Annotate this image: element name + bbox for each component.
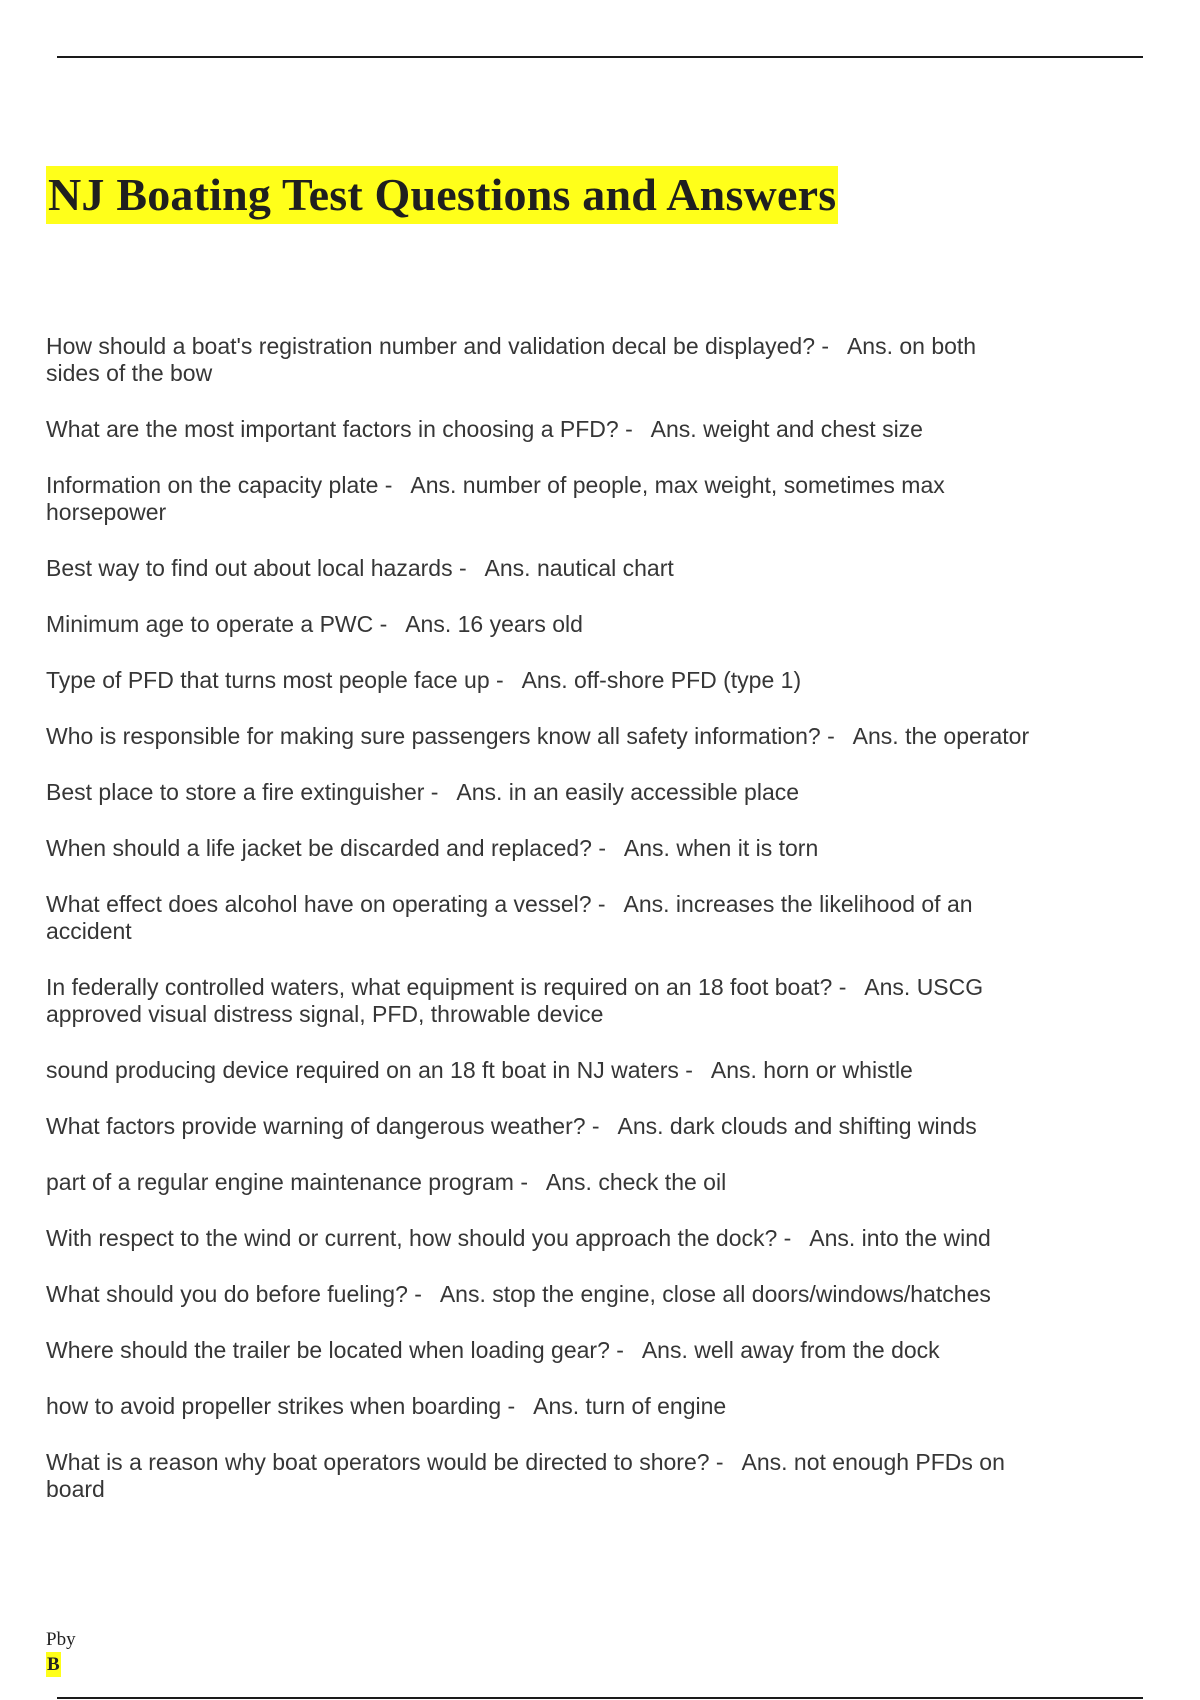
answer-text: Ans. the operator [852,723,1030,749]
question-text: Type of PFD that turns most people face up - [46,667,504,693]
question-text: sound producing device required on an 18 ft boat in NJ waters - [46,1057,693,1083]
qa-item [46,416,1036,443]
qa-item [46,555,1036,582]
question-text: Best place to store a fire extinguisher - [46,779,439,805]
qa-item [46,723,1036,750]
title-block [46,166,838,224]
qa-item [46,333,1036,387]
footer-line-2: B [47,1654,60,1675]
question-text: What is a reason why boat operators would be directed to shore? - [46,1449,724,1475]
top-rule [57,56,1143,58]
qa-item [46,835,1036,862]
question-text: What factors provide warning of dangerous weather? - [46,1113,600,1139]
answer-text: Ans. dark clouds and shifting winds [617,1113,977,1139]
footer-line-1: Pby [46,1629,76,1650]
answer-text: Ans. weight and chest size [650,416,923,442]
question-text: Best way to find out about local hazards - [46,555,467,581]
page-title: NJ Boating Test Questions and Answers [46,166,838,224]
answer-text: Ans. well away from the dock [641,1337,940,1363]
question-text: What should you do before fueling? - [46,1281,422,1307]
qa-item [46,1225,1036,1252]
answer-text: Ans. turn of engine [533,1393,727,1419]
bottom-rule [57,1697,1143,1699]
answer-text: Ans. on both sides of the bow [46,333,977,386]
qa-item [46,1057,1036,1084]
answer-text: Ans. stop the engine, close all doors/windows/hatches [439,1281,991,1307]
answer-text: Ans. increases the likelihood of an accident [46,891,973,944]
qa-item [46,1281,1036,1308]
qa-item [46,779,1036,806]
qa-item [46,1449,1036,1503]
question-text: With respect to the wind or current, how should you approach the dock? - [46,1225,792,1251]
answer-text: Ans. nautical chart [484,555,674,581]
answer-text: Ans. not enough PFDs on board [46,1449,1005,1502]
question-text: When should a life jacket be discarded and replaced? - [46,835,607,861]
answer-text: Ans. when it is torn [623,835,819,861]
answer-text: Ans. in an easily accessible place [456,779,800,805]
qa-item [46,1337,1036,1364]
question-text: How should a boat's registration number and validation decal be displayed? - [46,333,830,359]
qa-item [46,891,1036,945]
answer-text: Ans. USCG approved visual distress signal, PFD, throwable device [46,974,984,1027]
question-text: Minimum age to operate a PWC - [46,611,388,637]
question-text: Who is responsible for making sure passengers know all safety information? - [46,723,835,749]
qa-list [46,333,1036,1532]
question-text: how to avoid propeller strikes when boarding - [46,1393,516,1419]
qa-item [46,1113,1036,1140]
qa-item [46,1393,1036,1420]
question-text: What effect does alcohol have on operating a vessel? - [46,891,606,917]
qa-item [46,667,1036,694]
qa-item [46,472,1036,526]
answer-text: Ans. off-shore PFD (type 1) [521,667,802,693]
question-text: In federally controlled waters, what equipment is required on an 18 foot boat? - [46,974,847,1000]
qa-item [46,1169,1036,1196]
answer-text: Ans. number of people, max weight, sometimes max horsepower [46,472,945,525]
qa-item [46,611,1036,638]
footer-mark [46,1627,76,1677]
question-text: Information on the capacity plate - [46,472,393,498]
qa-item [46,974,1036,1028]
question-text: part of a regular engine maintenance program - [46,1169,529,1195]
answer-text: Ans. into the wind [809,1225,991,1251]
question-text: Where should the trailer be located when loading gear? - [46,1337,624,1363]
answer-text: Ans. 16 years old [405,611,583,637]
answer-text: Ans. horn or whistle [710,1057,913,1083]
answer-text: Ans. check the oil [545,1169,727,1195]
question-text: What are the most important factors in choosing a PFD? - [46,416,633,442]
